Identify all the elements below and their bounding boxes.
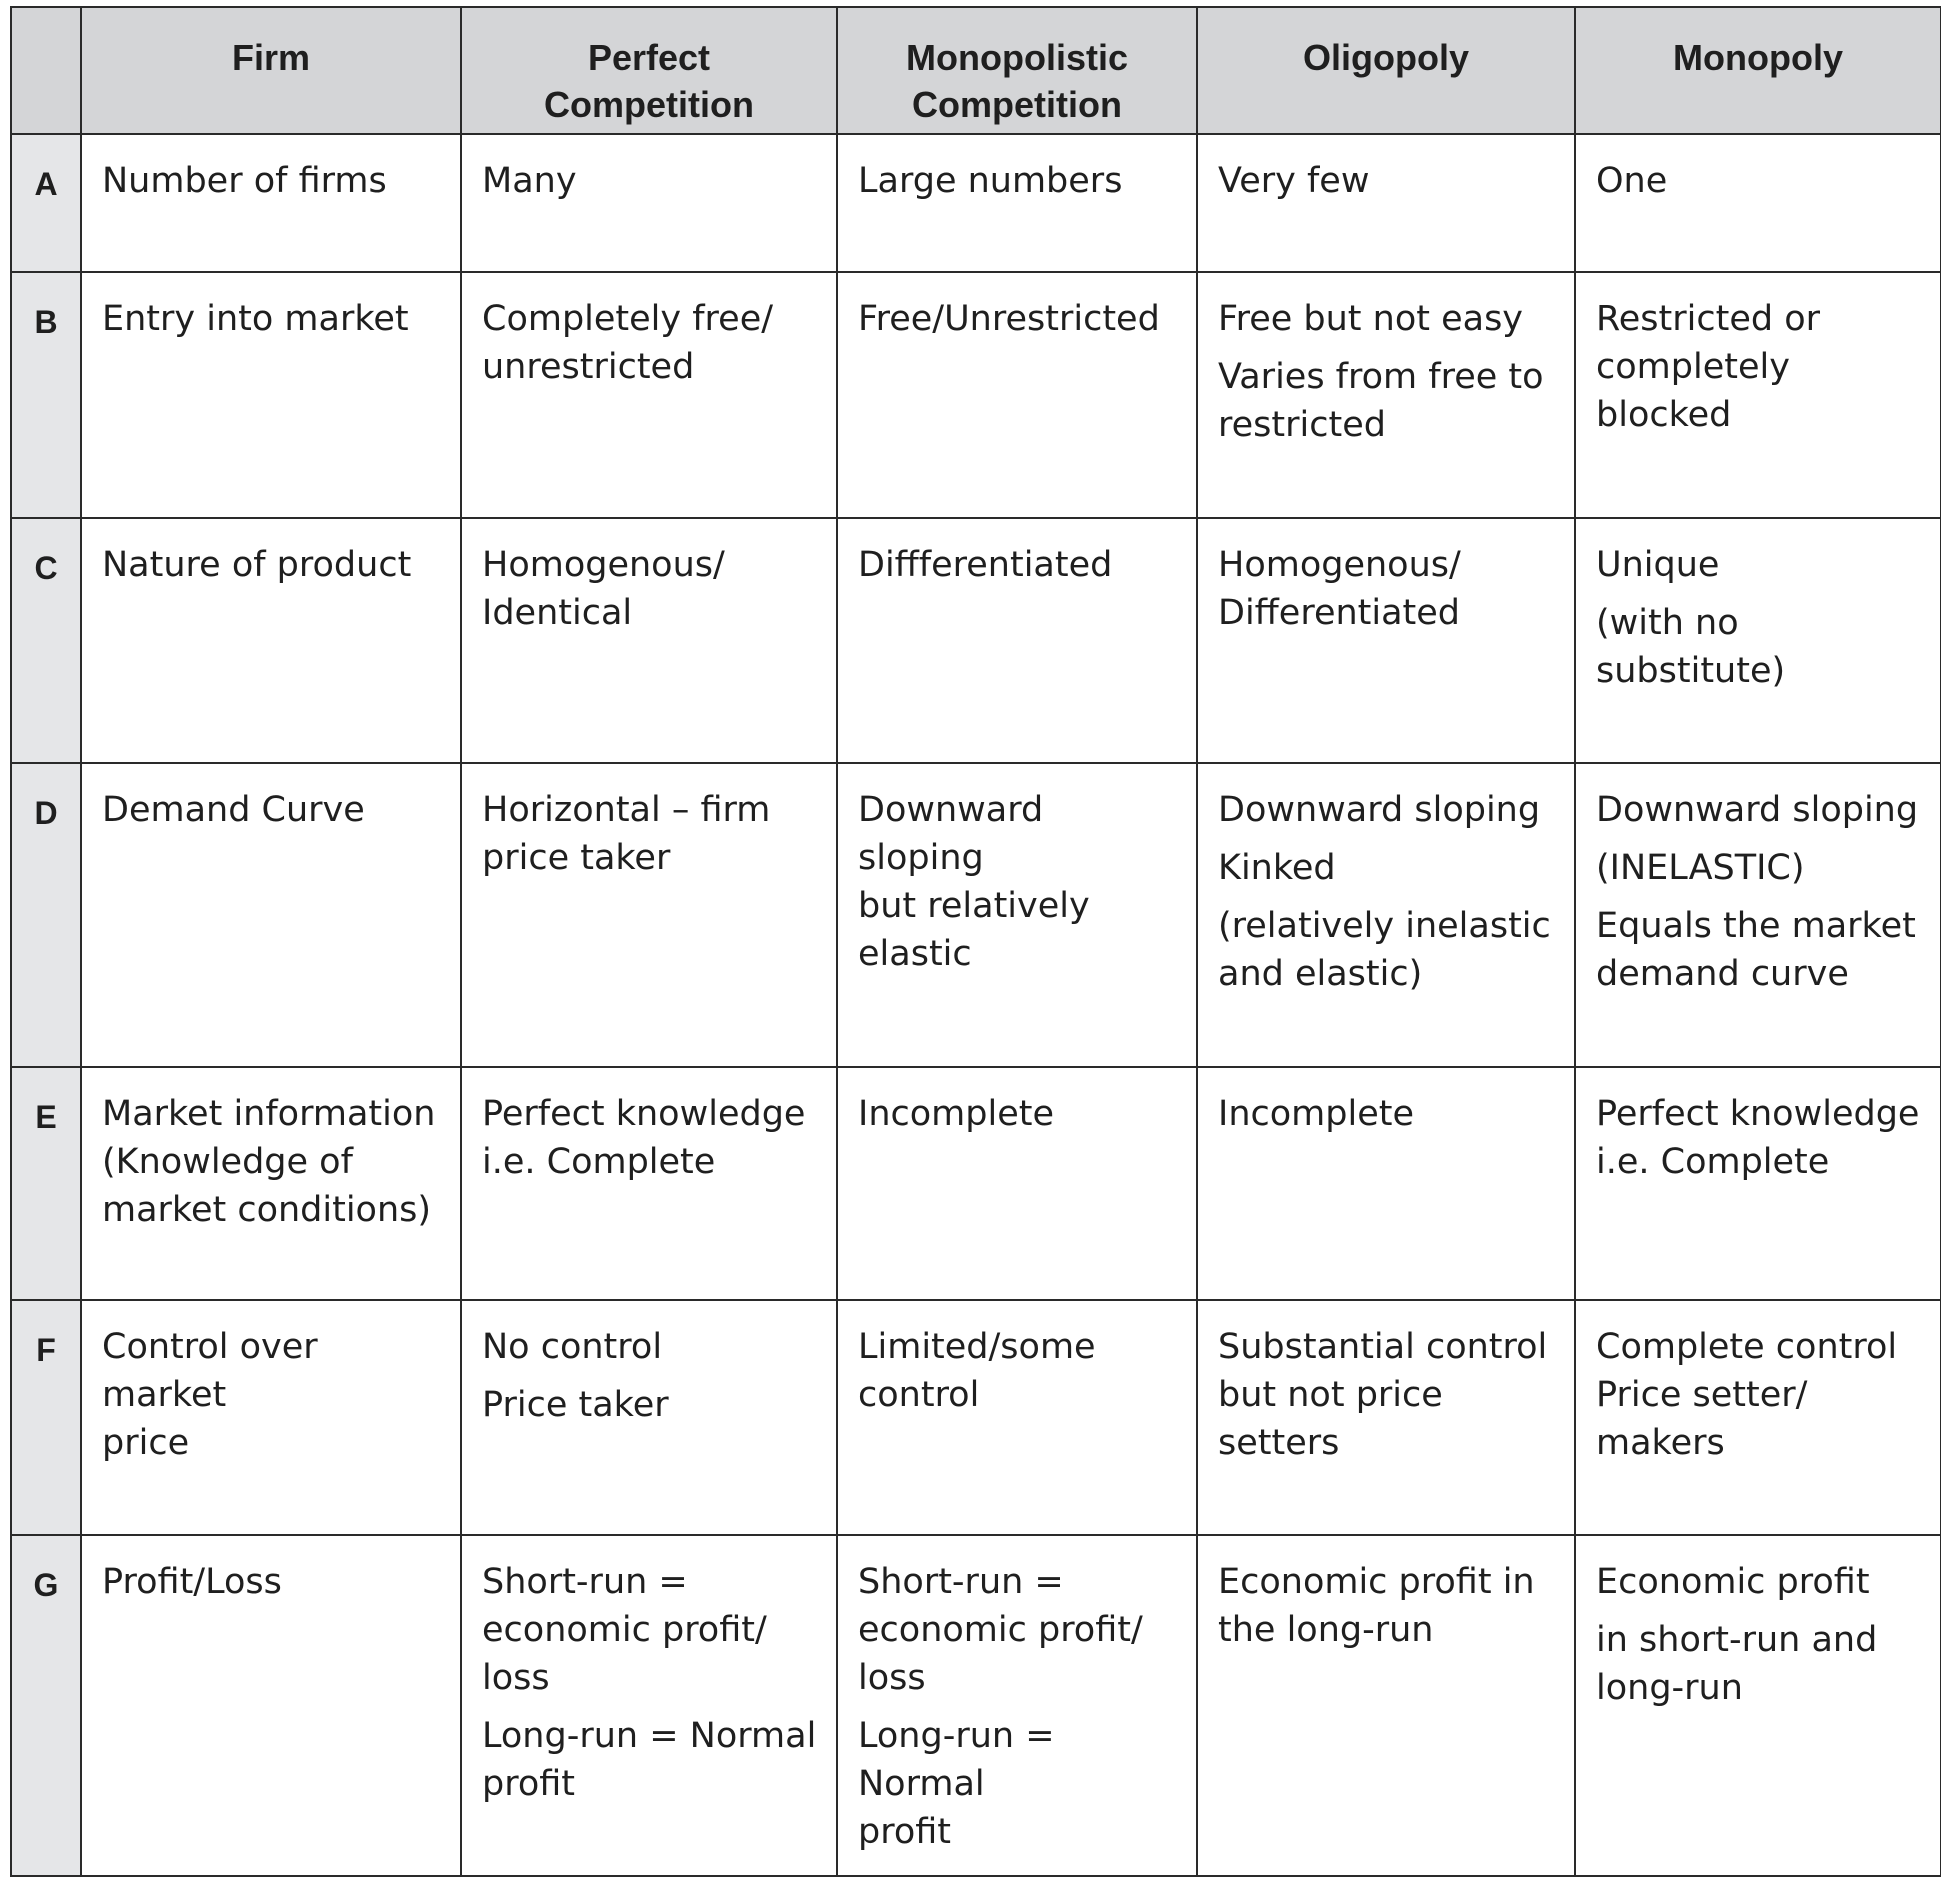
row-letter: A: [34, 166, 58, 202]
cell-text-line: Price taker: [482, 1385, 669, 1425]
cell-text-line: setters: [1218, 1423, 1340, 1463]
perfect-competition-cell: [461, 1300, 837, 1535]
cell-text-line: Downward sloping: [858, 790, 1044, 878]
cell-text-line: Price setter/: [1596, 1375, 1808, 1415]
cell-text-line: i.e. Complete: [1596, 1142, 1830, 1182]
cell-text-line: completely: [1596, 347, 1790, 387]
monopoly-cell: [1575, 1300, 1941, 1535]
row-letter-cell: [11, 763, 81, 1067]
cell-text-line: but not price: [1218, 1375, 1443, 1415]
monopolistic-competition-cell: [837, 763, 1197, 1067]
row-letter-cell: [11, 134, 81, 272]
cell-text-line: Perfect knowledge: [482, 1094, 806, 1134]
perfect-competition-cell: [461, 134, 837, 272]
row-letter: B: [34, 304, 58, 340]
cell-text-line: Large numbers: [858, 161, 1123, 201]
row-letter-cell: [11, 1300, 81, 1535]
header-monopoly: [1575, 7, 1941, 134]
table-header: [11, 7, 1941, 134]
cell-text-line: Downward sloping: [1218, 790, 1541, 830]
cell-text-line: (relatively inelastic: [1218, 906, 1551, 946]
monopolistic-competition-cell: [837, 272, 1197, 518]
perfect-competition-cell: [461, 763, 837, 1067]
row-letter: G: [33, 1567, 59, 1603]
cell-text-line: Limited/some: [858, 1327, 1096, 1367]
firm-cell: [81, 1067, 461, 1300]
cell-text-line: Free/Unrestricted: [858, 299, 1160, 339]
row-letter: D: [34, 795, 58, 831]
cell-text-line: long-run: [1596, 1668, 1743, 1708]
header-line: Monopolistic: [906, 37, 1128, 78]
cell-text-line: substitute): [1596, 651, 1786, 691]
row-letter-cell: [11, 1067, 81, 1300]
cell-text-line: restricted: [1218, 405, 1386, 445]
header-monopolistic-competition: [837, 7, 1197, 134]
cell-text-line: (INELASTIC): [1596, 848, 1805, 888]
cell-text-line: blocked: [1596, 395, 1732, 435]
monopoly-cell: [1575, 518, 1941, 763]
table-row: [11, 763, 1941, 1067]
monopoly-cell: [1575, 272, 1941, 518]
perfect-competition-cell: [461, 518, 837, 763]
table-row: [11, 134, 1941, 272]
oligopoly-cell: [1197, 134, 1575, 272]
cell-text-line: Long-run = Normal: [858, 1716, 1055, 1804]
cell-text-line: makers: [1596, 1423, 1725, 1463]
oligopoly-cell: [1197, 1300, 1575, 1535]
header-firm-label: Firm: [231, 37, 310, 78]
cell-text-line: Homogenous/: [482, 545, 725, 585]
row-letter-cell: [11, 272, 81, 518]
cell-text-line: profit: [482, 1764, 576, 1804]
cell-text-line: Demand Curve: [102, 790, 365, 830]
cell-text-line: Entry into market: [102, 299, 409, 339]
cell-text-line: loss: [482, 1658, 550, 1698]
cell-text-line: profit: [858, 1812, 952, 1852]
monopolistic-competition-cell: [837, 134, 1197, 272]
cell-text-line: Control over market: [102, 1327, 318, 1415]
table-row: [11, 1067, 1941, 1300]
cell-text-line: elastic: [858, 934, 972, 974]
cell-text-line: Economic profit: [1596, 1562, 1870, 1602]
cell-text-line: Completely free/: [482, 299, 774, 339]
cell-text-line: Many: [482, 161, 577, 201]
monopoly-cell: [1575, 763, 1941, 1067]
monopolistic-competition-cell: [837, 1300, 1197, 1535]
firm-cell: [81, 1535, 461, 1876]
firm-cell: [81, 763, 461, 1067]
market-structure-table: [10, 6, 1941, 1877]
table-row: [11, 518, 1941, 763]
monopoly-cell: [1575, 1067, 1941, 1300]
cell-text-line: control: [858, 1375, 980, 1415]
cell-text-line: Long-run = Normal: [482, 1716, 817, 1756]
cell-text-line: Incomplete: [858, 1094, 1054, 1134]
monopolistic-competition-cell: [837, 518, 1197, 763]
cell-text-line: economic profit/: [858, 1610, 1143, 1650]
perfect-competition-cell: [461, 272, 837, 518]
cell-text-line: Substantial control: [1218, 1327, 1548, 1367]
header-letter-cell: [11, 7, 81, 134]
cell-text-line: Restricted or: [1596, 299, 1820, 339]
header-line: Competition: [912, 84, 1122, 125]
cell-text-line: Varies from free to: [1218, 357, 1544, 397]
oligopoly-cell: [1197, 1535, 1575, 1876]
cell-text-line: Horizontal – firm: [482, 790, 771, 830]
header-perfect-competition: [461, 7, 837, 134]
firm-cell: [81, 272, 461, 518]
cell-text-line: demand curve: [1596, 954, 1849, 994]
cell-text-line: market conditions): [102, 1190, 432, 1230]
cell-text-line: Short-run =: [482, 1562, 688, 1602]
row-letter-cell: [11, 518, 81, 763]
header-line: Competition: [544, 84, 754, 125]
cell-text-line: (with no: [1596, 603, 1739, 643]
cell-text-line: Identical: [482, 593, 633, 633]
monopolistic-competition-cell: [837, 1067, 1197, 1300]
cell-text-line: Economic profit in: [1218, 1562, 1535, 1602]
perfect-competition-cell: [461, 1067, 837, 1300]
header-row: [11, 7, 1941, 134]
cell-text-line: the long-run: [1218, 1610, 1434, 1650]
cell-text-line: i.e. Complete: [482, 1142, 716, 1182]
oligopoly-cell: [1197, 763, 1575, 1067]
oligopoly-cell: [1197, 272, 1575, 518]
cell-text-line: loss: [858, 1658, 926, 1698]
cell-text-line: Unique: [1596, 545, 1720, 585]
cell-text-line: Perfect knowledge: [1596, 1094, 1920, 1134]
perfect-competition-cell: [461, 1535, 837, 1876]
cell-text-line: Profit/Loss: [102, 1562, 282, 1602]
monopolistic-competition-cell: [837, 1535, 1197, 1876]
cell-text-line: Kinked: [1218, 848, 1336, 888]
monopoly-cell: [1575, 134, 1941, 272]
cell-text-line: economic profit/: [482, 1610, 767, 1650]
cell-text-line: Nature of product: [102, 545, 412, 585]
firm-cell: [81, 134, 461, 272]
cell-text-line: Equals the market: [1596, 906, 1916, 946]
table-row: [11, 272, 1941, 518]
cell-text-line: Short-run =: [858, 1562, 1064, 1602]
monopoly-cell: [1575, 1535, 1941, 1876]
header-monopoly-label: Monopoly: [1673, 37, 1843, 78]
header-oligopoly-label: Oligopoly: [1303, 37, 1469, 78]
cell-text-line: Free but not easy: [1218, 299, 1524, 339]
cell-text-line: and elastic): [1218, 954, 1423, 994]
cell-text-line: Differentiated: [1218, 593, 1461, 633]
cell-text-line: but relatively: [858, 886, 1090, 926]
cell-text-line: Number of firms: [102, 161, 387, 201]
table-body: [11, 134, 1941, 1876]
cell-text-line: price: [102, 1423, 190, 1463]
row-letter: E: [35, 1099, 57, 1135]
row-letter-cell: [11, 1535, 81, 1876]
cell-text-line: No control: [482, 1327, 663, 1367]
cell-text-line: Incomplete: [1218, 1094, 1414, 1134]
firm-cell: [81, 518, 461, 763]
oligopoly-cell: [1197, 518, 1575, 763]
table-row: [11, 1535, 1941, 1876]
row-letter: C: [34, 550, 58, 586]
table-row: [11, 1300, 1941, 1535]
cell-text-line: Homogenous/: [1218, 545, 1461, 585]
oligopoly-cell: [1197, 1067, 1575, 1300]
market-structure-table-wrapper: [10, 6, 1941, 1877]
header-oligopoly: [1197, 7, 1575, 134]
cell-text-line: in short-run and: [1596, 1620, 1878, 1660]
header-line: Perfect: [587, 37, 711, 78]
cell-text-line: Diffferentiated: [858, 545, 1113, 585]
cell-text-line: (Knowledge of: [102, 1142, 353, 1182]
header-firm: [81, 7, 461, 134]
cell-text-line: Complete control: [1596, 1327, 1898, 1367]
cell-text-line: Market information: [102, 1094, 436, 1134]
cell-text-line: Downward sloping: [1596, 790, 1919, 830]
row-letter: F: [36, 1332, 56, 1368]
cell-text-line: Very few: [1218, 161, 1370, 201]
cell-text-line: One: [1596, 161, 1668, 201]
cell-text-line: unrestricted: [482, 347, 695, 387]
cell-text-line: price taker: [482, 838, 671, 878]
firm-cell: [81, 1300, 461, 1535]
